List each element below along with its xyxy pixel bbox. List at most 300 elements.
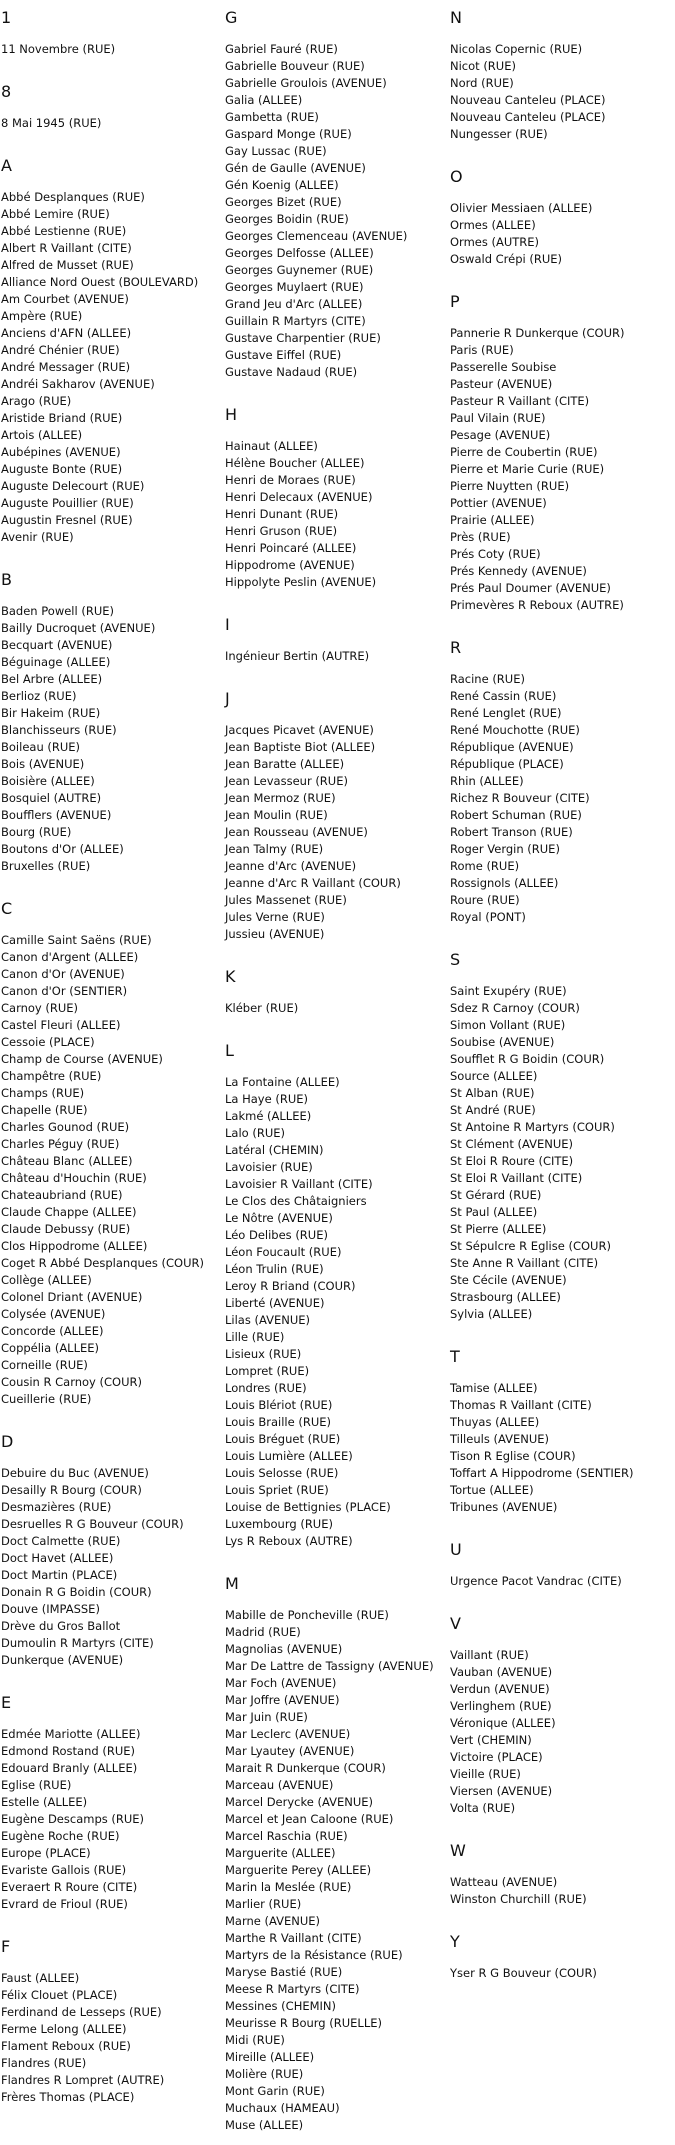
street-item: St Paul (ALLEE) [450, 1204, 538, 1219]
street-item: Bosquiel (AUTRE) [1, 790, 102, 805]
section-heading: G [225, 8, 238, 27]
street-item: Louis Spriet (RUE) [225, 1482, 329, 1497]
street-item: Henri Poincaré (ALLEE) [225, 540, 357, 555]
street-item: Mar Juin (RUE) [225, 1709, 308, 1724]
letter-section [450, 950, 672, 1323]
street-item: Jeanne d'Arc (AVENUE) [225, 858, 357, 873]
street-item: Olivier Messiaen (ALLEE) [450, 200, 593, 215]
street-item: Prés Kennedy (AVENUE) [450, 563, 587, 578]
street-item: Nouveau Canteleu (PLACE) [450, 109, 606, 124]
street-item: Carnoy (RUE) [1, 1000, 79, 1015]
letter-section [225, 8, 447, 381]
street-item: Le Nôtre (AVENUE) [225, 1210, 333, 1225]
street-item: Prairie (ALLEE) [450, 512, 535, 527]
street-item: Jean Moulin (RUE) [225, 807, 328, 822]
street-item: Augustin Fresnel (RUE) [1, 512, 133, 527]
section-heading: H [225, 405, 238, 424]
street-item: Muse (ALLEE) [225, 2117, 304, 2132]
section-heading: V [450, 1614, 461, 1633]
street-item: Lille (RUE) [225, 1329, 285, 1344]
street-item: Gén Koenig (ALLEE) [225, 177, 339, 192]
street-item: Yser R G Bouveur (COUR) [450, 1965, 597, 1980]
street-item: Louis Bréguet (RUE) [225, 1431, 341, 1446]
street-item: Rhin (ALLEE) [450, 773, 524, 788]
street-item: Corneille (RUE) [1, 1357, 88, 1372]
street-item: Concorde (ALLEE) [1, 1323, 104, 1338]
street-item: St Eloi R Roure (CITE) [450, 1153, 574, 1168]
section-heading: T [450, 1347, 460, 1366]
street-item: Charles Gounod (RUE) [1, 1119, 130, 1134]
section-heading: R [450, 638, 462, 657]
section-heading: N [450, 8, 462, 27]
street-item: Canon d'Or (SENTIER) [1, 983, 128, 998]
section-heading: P [450, 292, 460, 311]
street-item: Viersen (AVENUE) [450, 1783, 553, 1798]
section-heading: E [1, 1693, 12, 1712]
street-item: Jeanne d'Arc R Vaillant (COUR) [225, 875, 401, 890]
street-item: Robert Schuman (RUE) [450, 807, 582, 822]
street-item: Vauban (AVENUE) [450, 1664, 553, 1679]
street-item: Ferdinand de Lesseps (RUE) [1, 2004, 162, 2019]
street-item: Henri Gruson (RUE) [225, 523, 338, 538]
street-item: Marthe R Vaillant (CITE) [225, 1930, 362, 1945]
street-item: Claude Debussy (RUE) [1, 1221, 131, 1236]
street-item: La Fontaine (ALLEE) [225, 1074, 340, 1089]
street-item: Marcel Raschia (RUE) [225, 1828, 348, 1843]
street-item: Vieille (RUE) [450, 1766, 521, 1781]
street-item: Becquart (AVENUE) [1, 637, 113, 652]
letter-section [450, 167, 672, 268]
street-item: Henri de Moraes (RUE) [225, 472, 356, 487]
letter-section [225, 1574, 447, 2134]
street-item: Meurisse R Bourg (RUELLE) [225, 2015, 382, 2030]
street-item: Molière (RUE) [225, 2066, 304, 2081]
street-item: Coppélia (ALLEE) [1, 1340, 100, 1355]
letter-section [450, 1540, 672, 1590]
street-item: Desmazières (RUE) [1, 1499, 112, 1514]
street-item: Londres (RUE) [225, 1380, 307, 1395]
street-item: Mont Garin (RUE) [225, 2083, 325, 2098]
street-item: Boisière (ALLEE) [1, 773, 95, 788]
street-item: Rome (RUE) [450, 858, 520, 873]
street-item: Jussieu (AVENUE) [225, 926, 325, 941]
street-item: St Clément (AVENUE) [450, 1136, 574, 1151]
street-item: Edouard Branly (ALLEE) [1, 1760, 138, 1775]
street-item: Blanchisseurs (RUE) [1, 722, 117, 737]
street-item: Liberté (AVENUE) [225, 1295, 325, 1310]
street-item: Mireille (ALLEE) [225, 2049, 315, 2064]
street-item: Georges Guynemer (RUE) [225, 262, 374, 277]
street-item: Cousin R Carnoy (COUR) [1, 1374, 142, 1389]
street-item: Baden Powell (RUE) [1, 603, 114, 618]
street-item: Passerelle Soubise [450, 359, 557, 374]
street-item: Jean Talmy (RUE) [225, 841, 324, 856]
street-item: Vaillant (RUE) [450, 1647, 529, 1662]
street-item: Lys R Reboux (AUTRE) [225, 1533, 353, 1548]
street-item: Eugène Descamps (RUE) [1, 1811, 145, 1826]
street-item: Victoire (PLACE) [450, 1749, 543, 1764]
street-item: Jacques Picavet (AVENUE) [225, 722, 374, 737]
street-item: Lilas (AVENUE) [225, 1312, 311, 1327]
street-item: Edmée Mariotte (ALLEE) [1, 1726, 141, 1741]
street-item: Madrid (RUE) [225, 1624, 301, 1639]
letter-section [450, 1614, 672, 1817]
street-item: Henri Dunant (RUE) [225, 506, 339, 521]
street-item: Louis Braille (RUE) [225, 1414, 331, 1429]
street-item: Evariste Gallois (RUE) [1, 1862, 127, 1877]
street-item: Donain R G Boidin (COUR) [1, 1584, 152, 1599]
street-item: Gaspard Monge (RUE) [225, 126, 352, 141]
street-item: Nicot (RUE) [450, 58, 516, 73]
street-item: Mabille de Poncheville (RUE) [225, 1607, 389, 1622]
street-item: Alliance Nord Ouest (BOULEVARD) [1, 274, 199, 289]
letter-section [1, 1693, 223, 1913]
street-item: Chapelle (RUE) [1, 1102, 88, 1117]
street-item: Henri Delecaux (AVENUE) [225, 489, 373, 504]
street-item: Robert Transon (RUE) [450, 824, 573, 839]
street-item: Avenir (RUE) [1, 529, 74, 544]
street-item: Volta (RUE) [450, 1800, 516, 1815]
street-item: Gabriel Fauré (RUE) [225, 41, 338, 56]
street-item: Am Courbet (AVENUE) [1, 291, 129, 306]
street-item: Louis Selosse (RUE) [225, 1465, 339, 1480]
street-item: Château d'Houchin (RUE) [1, 1170, 147, 1185]
street-item: Royal (PONT) [450, 909, 526, 924]
street-item: République (AVENUE) [450, 739, 574, 754]
street-item: Gustave Nadaud (RUE) [225, 364, 358, 379]
street-item: Winston Churchill (RUE) [450, 1891, 587, 1906]
street-item: Hainaut (ALLEE) [225, 438, 318, 453]
letter-section [450, 1932, 672, 1982]
street-item: Doct Calmette (RUE) [1, 1533, 121, 1548]
street-item: Kléber (RUE) [225, 1000, 299, 1015]
street-item: Abbé Desplanques (RUE) [1, 189, 145, 204]
street-item: Dunkerque (AVENUE) [1, 1652, 124, 1667]
street-item: Pasteur (AVENUE) [450, 376, 553, 391]
street-item: Cueillerie (RUE) [1, 1391, 92, 1406]
section-heading: W [450, 1841, 466, 1860]
street-item: Gustave Charpentier (RUE) [225, 330, 381, 345]
section-heading: S [450, 950, 461, 969]
street-item: Mar Leclerc (AVENUE) [225, 1726, 351, 1741]
street-item: St Pierre (ALLEE) [450, 1221, 547, 1236]
street-item: Bailly Ducroquet (AVENUE) [1, 620, 156, 635]
street-item: Paul Vilain (RUE) [450, 410, 546, 425]
street-item: Cessoie (PLACE) [1, 1034, 95, 1049]
street-item: Abbé Lestienne (RUE) [1, 223, 127, 238]
street-item: Vert (CHEMIN) [450, 1732, 532, 1747]
street-item: Le Clos des Châtaigniers [225, 1193, 367, 1208]
street-item: Boufflers (AVENUE) [1, 807, 112, 822]
street-item: Ste Cécile (AVENUE) [450, 1272, 567, 1287]
street-item: Strasbourg (ALLEE) [450, 1289, 561, 1304]
street-item: Nungesser (RUE) [450, 126, 548, 141]
section-heading: M [225, 1574, 239, 1593]
street-item: Grand Jeu d'Arc (ALLEE) [225, 296, 363, 311]
street-item: Pierre Nuytten (RUE) [450, 478, 570, 493]
street-item: Félix Clouet (PLACE) [1, 1987, 118, 2002]
street-item: Château Blanc (ALLEE) [1, 1153, 133, 1168]
street-item: Chateaubriand (RUE) [1, 1187, 123, 1202]
street-item: Galia (ALLEE) [225, 92, 303, 107]
section-heading: F [1, 1937, 11, 1956]
letter-section [225, 615, 447, 665]
street-item: Dumoulin R Martyrs (CITE) [1, 1635, 154, 1650]
street-item: Champ de Course (AVENUE) [1, 1051, 163, 1066]
street-item: Léo Delibes (RUE) [225, 1227, 328, 1242]
street-item: Artois (ALLEE) [1, 427, 83, 442]
letter-section [1, 1432, 223, 1669]
street-item: Champêtre (RUE) [1, 1068, 102, 1083]
street-item: La Haye (RUE) [225, 1091, 308, 1106]
street-item: Pesage (AVENUE) [450, 427, 551, 442]
letter-section [1, 156, 223, 546]
letter-section [1, 570, 223, 875]
street-item: Marait R Dunkerque (COUR) [225, 1760, 386, 1775]
street-item: Flandres (RUE) [1, 2055, 87, 2070]
street-item: Roure (RUE) [450, 892, 520, 907]
street-item: Léon Trulin (RUE) [225, 1261, 324, 1276]
street-item: Simon Vollant (RUE) [450, 1017, 566, 1032]
street-item: Marceau (AVENUE) [225, 1777, 334, 1792]
street-item: Charles Péguy (RUE) [1, 1136, 120, 1151]
street-item: Saint Exupéry (RUE) [450, 983, 567, 998]
letter-section [1, 1937, 223, 2106]
street-item: Gay Lussac (RUE) [225, 143, 327, 158]
street-item: Tribunes (AVENUE) [450, 1499, 558, 1514]
street-item: Bourg (RUE) [1, 824, 72, 839]
street-item: Marcel et Jean Caloone (RUE) [225, 1811, 394, 1826]
section-heading: A [1, 156, 12, 175]
letter-section [450, 1347, 672, 1516]
street-item: Doct Martin (PLACE) [1, 1567, 118, 1582]
street-item: Drève du Gros Ballot [1, 1618, 121, 1633]
street-item: St Gérard (RUE) [450, 1187, 542, 1202]
street-item: André Chénier (RUE) [1, 342, 120, 357]
letter-section [1, 899, 223, 1408]
street-item: Verdun (AVENUE) [450, 1681, 550, 1696]
street-item: Boileau (RUE) [1, 739, 81, 754]
street-item: Eugène Roche (RUE) [1, 1828, 120, 1843]
street-item: Soubise (AVENUE) [450, 1034, 555, 1049]
street-item: Lalo (RUE) [225, 1125, 285, 1140]
street-item: Auguste Bonte (RUE) [1, 461, 123, 476]
street-item: Auguste Delecourt (RUE) [1, 478, 145, 493]
street-item: Everaert R Roure (CITE) [1, 1879, 138, 1894]
letter-section [225, 967, 447, 1017]
street-item: Roger Vergin (RUE) [450, 841, 560, 856]
letter-section [1, 8, 223, 58]
street-item: Champs (RUE) [1, 1085, 85, 1100]
street-item: Georges Delfosse (ALLEE) [225, 245, 374, 260]
letter-section [1, 82, 223, 132]
street-item: Arago (RUE) [1, 393, 72, 408]
street-item: Tamise (ALLEE) [450, 1380, 538, 1395]
street-item: Anciens d'AFN (ALLEE) [1, 325, 132, 340]
street-item: Lavoisier R Vaillant (CITE) [225, 1176, 373, 1191]
street-item: Ferme Lelong (ALLEE) [1, 2021, 127, 2036]
street-item: Andréi Sakharov (AVENUE) [1, 376, 155, 391]
street-item: Marne (AVENUE) [225, 1913, 321, 1928]
street-item: Tilleuls (AVENUE) [450, 1431, 549, 1446]
street-item: Véronique (ALLEE) [450, 1715, 556, 1730]
letter-section [450, 1841, 672, 1908]
street-item: Marguerite (ALLEE) [225, 1845, 336, 1860]
street-item: Source (ALLEE) [450, 1068, 538, 1083]
street-item: René Lenglet (RUE) [450, 705, 562, 720]
street-item: Bruxelles (RUE) [1, 858, 91, 873]
street-item: Canon d'Argent (ALLEE) [1, 949, 139, 964]
street-item: 11 Novembre (RUE) [1, 41, 116, 56]
street-item: Aubépines (AVENUE) [1, 444, 121, 459]
street-item: Canon d'Or (AVENUE) [1, 966, 125, 981]
street-item: Marin la Meslée (RUE) [225, 1879, 352, 1894]
street-item: Primevères R Reboux (AUTRE) [450, 597, 624, 612]
street-item: Bel Arbre (ALLEE) [1, 671, 103, 686]
street-item: Pierre et Marie Curie (RUE) [450, 461, 605, 476]
street-item: Hélène Boucher (ALLEE) [225, 455, 365, 470]
section-heading: B [1, 570, 12, 589]
street-item: Colysée (AVENUE) [1, 1306, 106, 1321]
street-item: Thuyas (ALLEE) [450, 1414, 540, 1429]
street-item: Meese R Martyrs (CITE) [225, 1981, 360, 1996]
street-item: Sylvia (ALLEE) [450, 1306, 533, 1321]
street-item: Aristide Briand (RUE) [1, 410, 123, 425]
street-item: Mar Foch (AVENUE) [225, 1675, 337, 1690]
street-item: Clos Hippodrome (ALLEE) [1, 1238, 148, 1253]
street-item: Hippodrome (AVENUE) [225, 557, 355, 572]
street-item: Jules Massenet (RUE) [225, 892, 347, 907]
street-item: Flament Reboux (RUE) [1, 2038, 131, 2053]
street-item: Jean Mermoz (RUE) [225, 790, 336, 805]
street-item: St Sépulcre R Eglise (COUR) [450, 1238, 611, 1253]
street-item: Camille Saint Saëns (RUE) [1, 932, 152, 947]
street-item: Marlier (RUE) [225, 1896, 302, 1911]
street-item: Europe (PLACE) [1, 1845, 91, 1860]
street-item: Jean Baratte (ALLEE) [225, 756, 345, 771]
street-item: Pierre de Coubertin (RUE) [450, 444, 598, 459]
street-item: Luxembourg (RUE) [225, 1516, 333, 1531]
street-item: Desailly R Bourg (COUR) [1, 1482, 142, 1497]
street-item: Mar Joffre (AVENUE) [225, 1692, 340, 1707]
street-item: Gabrielle Groulois (AVENUE) [225, 75, 387, 90]
street-item: Abbé Lemire (RUE) [1, 206, 110, 221]
street-item: Evrard de Frioul (RUE) [1, 1896, 128, 1911]
street-item: Louis Lumière (ALLEE) [225, 1448, 353, 1463]
section-heading: U [450, 1540, 462, 1559]
street-item: Ormes (ALLEE) [450, 217, 536, 232]
street-item: Messines (CHEMIN) [225, 1998, 337, 2013]
street-item: Prés Paul Doumer (AVENUE) [450, 580, 611, 595]
street-item: Ste Anne R Vaillant (CITE) [450, 1255, 599, 1270]
street-item: Oswald Crépi (RUE) [450, 251, 563, 266]
street-item: Gambetta (RUE) [225, 109, 319, 124]
street-item: Gabrielle Bouveur (RUE) [225, 58, 365, 73]
street-item: Soufflet R G Boidin (COUR) [450, 1051, 605, 1066]
street-item: Nord (RUE) [450, 75, 514, 90]
street-item: Paris (RUE) [450, 342, 514, 357]
street-item: Berlioz (RUE) [1, 688, 77, 703]
street-item: Desruelles R G Bouveur (COUR) [1, 1516, 184, 1531]
street-item: Edmond Rostand (RUE) [1, 1743, 135, 1758]
street-item: Midi (RUE) [225, 2032, 285, 2047]
street-item: Alfred de Musset (RUE) [1, 257, 134, 272]
street-item: René Mouchotte (RUE) [450, 722, 580, 737]
street-item: Lompret (RUE) [225, 1363, 310, 1378]
street-item: Louis Blériot (RUE) [225, 1397, 333, 1412]
street-item: Verlinghem (RUE) [450, 1698, 552, 1713]
street-item: Albert R Vaillant (CITE) [1, 240, 132, 255]
street-item: Muchaux (HAMEAU) [225, 2100, 340, 2115]
street-item: Boutons d'Or (ALLEE) [1, 841, 124, 856]
street-item: Guillain R Martyrs (CITE) [225, 313, 366, 328]
street-item: Gustave Eiffel (RUE) [225, 347, 342, 362]
letter-section [450, 638, 672, 926]
street-item: Latéral (CHEMIN) [225, 1142, 324, 1157]
street-item: Jean Levasseur (RUE) [225, 773, 348, 788]
street-item: Colonel Driant (AVENUE) [1, 1289, 143, 1304]
street-item: Martyrs de la Résistance (RUE) [225, 1947, 403, 1962]
street-item: Ampère (RUE) [1, 308, 83, 323]
street-item: Bir Hakeim (RUE) [1, 705, 101, 720]
street-item: Nouveau Canteleu (PLACE) [450, 92, 606, 107]
street-item: Maryse Bastié (RUE) [225, 1964, 343, 1979]
section-heading: Y [450, 1932, 460, 1951]
street-item: Racine (RUE) [450, 671, 525, 686]
street-item: Marcel Derycke (AVENUE) [225, 1794, 373, 1809]
section-heading: L [225, 1041, 234, 1060]
street-item: Ormes (AUTRE) [450, 234, 540, 249]
street-item: Pottier (AVENUE) [450, 495, 547, 510]
street-item: Debuire du Buc (AVENUE) [1, 1465, 149, 1480]
street-item: Estelle (ALLEE) [1, 1794, 88, 1809]
section-heading: 8 [1, 82, 12, 101]
street-item: Pasteur R Vaillant (CITE) [450, 393, 590, 408]
street-item: Leroy R Briand (COUR) [225, 1278, 356, 1293]
index-column-3 [450, 8, 672, 1982]
street-item: Rossignols (ALLEE) [450, 875, 559, 890]
street-item: Eglise (RUE) [1, 1777, 72, 1792]
street-item: Jules Verne (RUE) [225, 909, 325, 924]
section-heading: I [225, 615, 230, 634]
street-item: Nicolas Copernic (RUE) [450, 41, 583, 56]
index-column-1 [1, 8, 223, 2106]
street-item: St Alban (RUE) [450, 1085, 535, 1100]
street-item: Ingénieur Bertin (AUTRE) [225, 648, 370, 663]
street-item: Claude Chappe (ALLEE) [1, 1204, 137, 1219]
section-heading: 1 [1, 8, 12, 27]
street-item: Georges Bizet (RUE) [225, 194, 342, 209]
street-item: Watteau (AVENUE) [450, 1874, 558, 1889]
street-item: Toffart A Hippodrome (SENTIER) [450, 1465, 634, 1480]
street-item: Tortue (ALLEE) [450, 1482, 534, 1497]
street-item: St Antoine R Martyrs (COUR) [450, 1119, 615, 1134]
section-heading: D [1, 1432, 14, 1451]
street-item: Lisieux (RUE) [225, 1346, 302, 1361]
street-item: Georges Muylaert (RUE) [225, 279, 364, 294]
street-item: Louise de Bettignies (PLACE) [225, 1499, 391, 1514]
street-item: Gén de Gaulle (AVENUE) [225, 160, 366, 175]
street-item: Lavoisier (RUE) [225, 1159, 313, 1174]
street-item: Collège (ALLEE) [1, 1272, 92, 1287]
street-item: Richez R Bouveur (CITE) [450, 790, 590, 805]
street-item: Coget R Abbé Desplanques (COUR) [1, 1255, 204, 1270]
street-item: Doct Havet (ALLEE) [1, 1550, 114, 1565]
section-heading: J [225, 689, 230, 708]
street-item: Hippolyte Peslin (AVENUE) [225, 574, 377, 589]
letter-section [225, 689, 447, 943]
street-item: Georges Boidin (RUE) [225, 211, 349, 226]
